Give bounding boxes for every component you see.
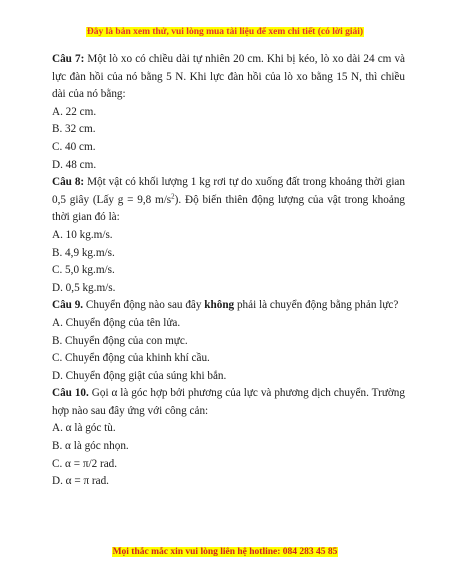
question-8-option-a: A. 10 kg.m/s. [52, 228, 113, 241]
question-8-text-a: Một vật có khối lượng 1 kg rơi tự do xuống đất trong khoảng thời gian 0,5 giây (Lấy g = 9,8 m/s [52, 176, 405, 206]
question-9-label: Câu 9. [52, 299, 84, 312]
question-9-option-d: D. Chuyển động giật của súng khi bắn. [52, 369, 227, 382]
question-10-option-b: B. α là góc nhọn. [52, 440, 129, 453]
question-9-option-b: B. Chuyển động của con mực. [52, 334, 188, 347]
question-8 [52, 174, 405, 297]
question-8-label: Câu 8: [52, 176, 85, 189]
question-9-text-a: Chuyển động nào sau đây [83, 299, 205, 312]
question-8-option-d: D. 0,5 kg.m/s. [52, 281, 116, 294]
question-7-option-a: A. 22 cm. [52, 105, 97, 118]
question-9-option-a: A. Chuyển động của tên lửa. [52, 316, 181, 329]
question-7-option-d: D. 48 cm. [52, 158, 97, 171]
question-9-option-c: C. Chuyển động của khinh khí cầu. [52, 352, 210, 365]
question-9-stem [52, 297, 405, 315]
question-list [52, 51, 405, 491]
preview-notice-banner [0, 21, 450, 39]
question-9-text-b: phải là chuyển động bằng phản lực? [234, 299, 399, 312]
question-7-stem [52, 51, 405, 104]
question-10-label: Câu 10. [52, 387, 89, 400]
hotline-text: Mọi thắc mắc xin vui lòng liên hệ hotline: 084 283 45 85 [112, 547, 338, 557]
question-8-exponent: 2 [171, 192, 175, 201]
question-7-text: Một lò xo có chiều dài tự nhiên 20 cm. Khi bị kéo, lò xo dài 24 cm và lực đàn hồi của nó bằng 5 N. Khi lực đàn hồi của lò xo bằng 15 N, thì chiều dài của nó bằng: [52, 53, 406, 101]
question-10-option-d: D. α = π rad. [52, 475, 109, 488]
question-9 [52, 297, 405, 385]
question-7 [52, 51, 405, 174]
preview-notice-text: Đây là bản xem thử, vui lòng mua tài liệu để xem chi tiết (có lời giải) [86, 27, 364, 37]
question-10-option-a: A. α là góc tù. [52, 422, 116, 435]
question-9-emphasis: không [204, 299, 235, 312]
hotline-banner [0, 541, 450, 559]
question-8-option-b: B. 4,9 kg.m/s. [52, 246, 115, 259]
question-7-label: Câu 7: [52, 53, 85, 65]
question-10 [52, 385, 405, 491]
question-7-option-c: C. 40 cm. [52, 140, 96, 153]
question-8-text-b: ). Độ biến thiên động lượng của vật trong khoảng thời gian đó là: [52, 193, 406, 224]
question-7-option-b: B. 32 cm. [52, 123, 96, 136]
question-10-option-c: C. α = π/2 rad. [52, 457, 118, 470]
question-10-text: Gọi α là góc hợp bởi phương của lực và phương dịch chuyển. Trường hợp nào sau đây ứng với công cản: [52, 387, 405, 417]
question-8-stem [52, 174, 405, 227]
question-10-stem [52, 385, 405, 420]
question-8-option-c: C. 5,0 kg.m/s. [52, 264, 115, 277]
